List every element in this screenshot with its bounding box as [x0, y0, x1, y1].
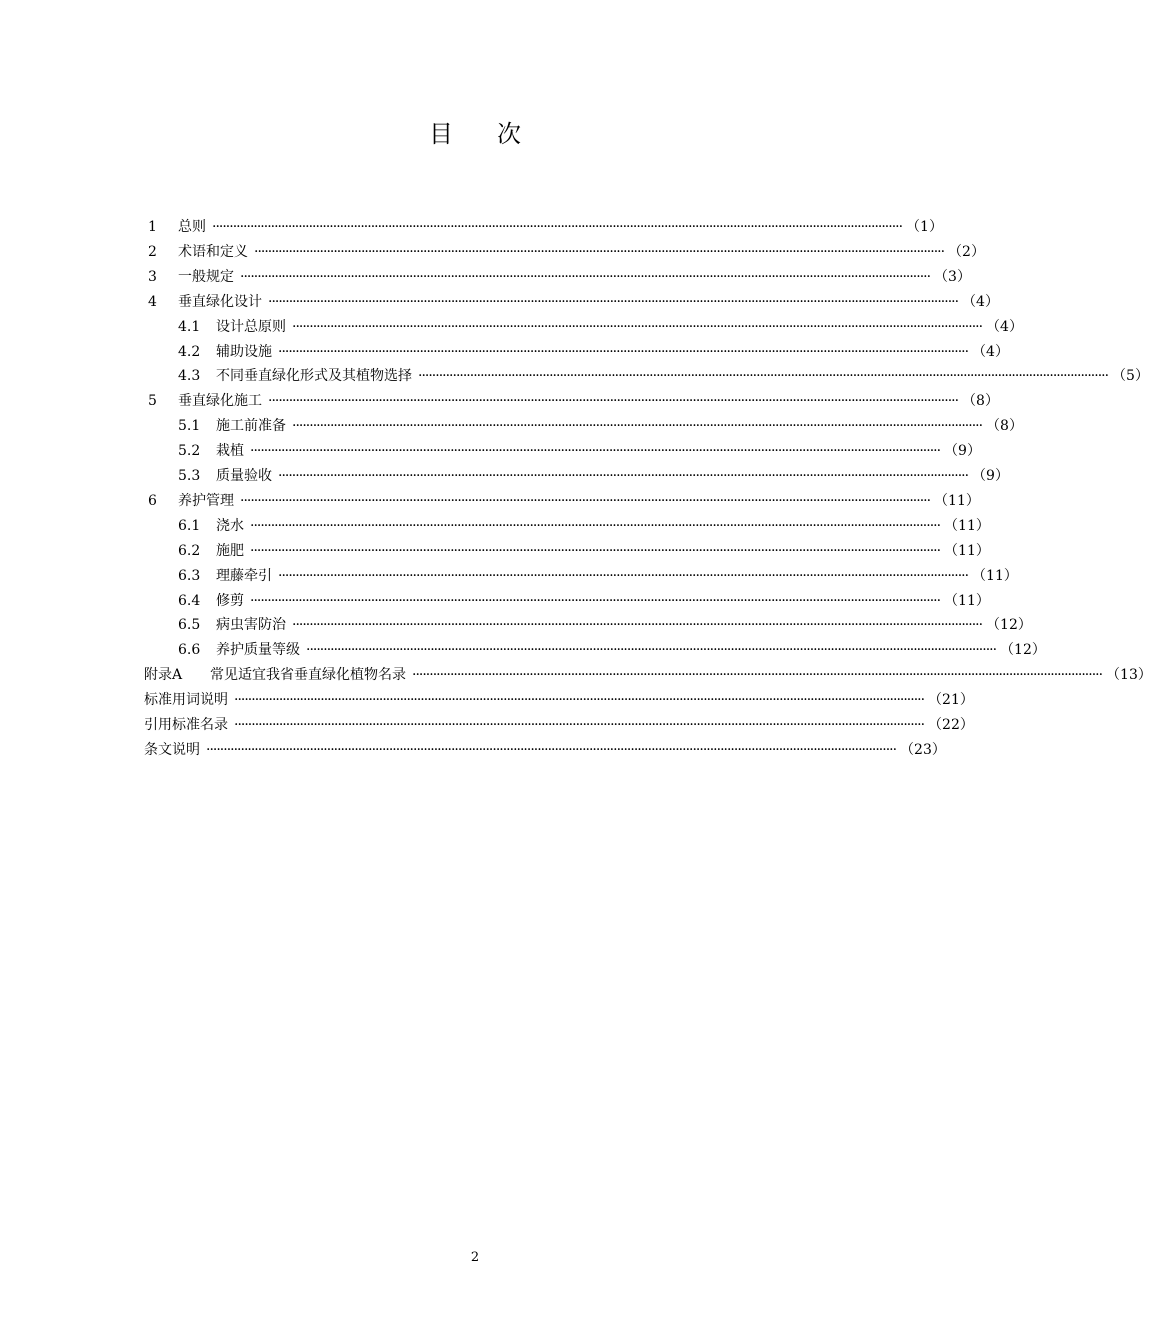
toc-entry-title: 养护质量等级: [216, 642, 300, 659]
toc-entry-title: 条文说明: [144, 741, 200, 758]
toc-entry: [178, 539, 990, 564]
toc-entry-number: 4.2: [178, 343, 201, 360]
toc-entry-number: 6.3: [178, 567, 201, 584]
toc-leader-dots: ········································································································································································································: [234, 692, 925, 709]
toc-entry-page: （21）: [928, 692, 974, 709]
toc-entry-page: （9）: [944, 443, 981, 460]
toc-leader-dots: ········································································································································································································: [206, 741, 897, 758]
toc-entry-number: 4.3: [178, 368, 201, 385]
toc-entry-title: 养护管理: [178, 492, 234, 509]
toc-entry: [144, 215, 943, 240]
toc-entry-title: 病虫害防治: [216, 617, 286, 634]
toc-entry-page: （3）: [934, 268, 971, 285]
toc-entry-page: （2）: [948, 243, 985, 260]
toc-leader-dots: ········································································································································································································: [250, 517, 941, 534]
toc-leader-dots: ········································································································································································································: [292, 617, 983, 634]
page-number: 2: [470, 1250, 480, 1265]
toc-entry: [178, 364, 1149, 389]
toc-entry: [178, 439, 981, 464]
toc-leader-dots: ········································································································································································································: [254, 243, 945, 260]
toc-entry: [178, 638, 1046, 663]
toc-entry-title: 总则: [178, 219, 206, 235]
toc-entry-title: 质量验收: [216, 468, 272, 484]
toc-entry-number: 4: [148, 293, 157, 310]
toc-entry-title: 一般规定: [178, 268, 234, 285]
toc-entry-page: （11）: [972, 567, 1018, 584]
toc-entry-page: （1）: [906, 219, 943, 235]
toc-entry-number: 6.1: [178, 517, 201, 534]
toc-entry: [144, 240, 985, 265]
toc-entry-number: 6.6: [178, 642, 201, 659]
toc-entry: [178, 564, 1018, 589]
toc-entry-page: （4）: [962, 293, 999, 310]
toc-entry: [178, 340, 1009, 365]
toc-entry-title: 标准用词说明: [144, 692, 228, 709]
toc-entry-number: 5.1: [178, 418, 201, 435]
toc-leader-dots: ········································································································································································································: [268, 293, 959, 310]
toc-entry-page: （12）: [986, 617, 1032, 634]
toc-entry: [144, 663, 1152, 688]
toc-entry: [144, 389, 999, 414]
toc-entry-title: 栽植: [216, 443, 244, 460]
toc-leader-dots: ········································································································································································································: [250, 443, 941, 460]
toc-entry-number: 附录A: [144, 667, 183, 684]
toc-entry-title: 浇水: [216, 517, 244, 534]
toc-entry-title: 术语和定义: [178, 243, 248, 260]
toc-entry: [178, 613, 1032, 638]
toc-entry: [144, 489, 980, 514]
toc-entry-number: 4.1: [178, 318, 201, 335]
toc-entry-title: 施工前准备: [216, 418, 286, 435]
toc-leader-dots: ········································································································································································································: [268, 393, 959, 410]
toc-entry-title: 引用标准名录: [144, 717, 228, 733]
toc-leader-dots: ········································································································································································································: [278, 468, 969, 484]
toc-entry: [144, 713, 974, 738]
toc-entry-title: 垂直绿化设计: [178, 293, 262, 310]
toc-entry: [144, 290, 999, 315]
toc-entry-title: 常见适宜我省垂直绿化植物名录: [210, 667, 406, 684]
toc-entry-page: （8）: [962, 393, 999, 410]
toc-leader-dots: ········································································································································································································: [240, 268, 931, 285]
toc-leader-dots: ········································································································································································································: [278, 343, 969, 360]
toc-entry-number: 5.2: [178, 443, 201, 460]
toc-entry-number: 6: [148, 492, 157, 509]
toc-entry-number: 1: [148, 219, 157, 235]
page-title: 目次: [429, 120, 565, 148]
toc-entry-title: 辅助设施: [216, 343, 272, 360]
toc-leader-dots: ········································································································································································································: [234, 717, 925, 733]
toc-entry-number: 6.2: [178, 542, 201, 559]
toc-entry: [144, 688, 974, 713]
toc-leader-dots: ········································································································································································································: [212, 219, 903, 235]
toc-entry: [178, 464, 1009, 489]
toc-entry-number: 3: [148, 268, 157, 285]
toc-entry-page: （8）: [986, 418, 1023, 435]
toc-entry-page: （11）: [944, 517, 990, 534]
toc-entry-number: 6.4: [178, 592, 201, 609]
toc-entry: [178, 514, 990, 539]
toc-entry-title: 施肥: [216, 542, 244, 559]
toc-entry: [144, 738, 946, 763]
toc-entry: [178, 589, 990, 614]
toc-entry-page: （11）: [934, 492, 980, 509]
toc-leader-dots: ········································································································································································································: [292, 318, 983, 335]
toc-entry-page: （9）: [972, 468, 1009, 484]
toc-entry-page: （11）: [944, 542, 990, 559]
toc-entry-title: 不同垂直绿化形式及其植物选择: [216, 368, 412, 385]
toc-entry-number: 2: [148, 243, 157, 260]
toc-entry-title: 理藤牵引: [216, 567, 272, 584]
toc-entry-page: （22）: [928, 717, 974, 733]
toc-entry-number: 5.3: [178, 468, 201, 484]
toc-leader-dots: ········································································································································································································: [250, 592, 941, 609]
toc-entry-page: （11）: [944, 592, 990, 609]
toc-entry-page: （5）: [1112, 368, 1149, 385]
toc-entry-title: 修剪: [216, 592, 244, 609]
toc-entry: [144, 265, 971, 290]
toc-entry-page: （12）: [1000, 642, 1046, 659]
toc-entry: [178, 315, 1023, 340]
toc-entry: [178, 414, 1023, 439]
toc-entry-number: 5: [148, 393, 157, 410]
toc-leader-dots: ········································································································································································································: [412, 667, 1103, 684]
toc-leader-dots: ········································································································································································································: [418, 368, 1109, 385]
toc-leader-dots: ········································································································································································································: [278, 567, 969, 584]
toc-entry-page: （4）: [986, 318, 1023, 335]
toc-entry-number: 6.5: [178, 617, 201, 634]
toc-leader-dots: ········································································································································································································: [240, 492, 931, 509]
toc-entry-page: （23）: [900, 741, 946, 758]
toc-leader-dots: ········································································································································································································: [306, 642, 997, 659]
toc-leader-dots: ········································································································································································································: [250, 542, 941, 559]
toc-entry-title: 垂直绿化施工: [178, 393, 262, 410]
toc-entry-page: （13）: [1106, 667, 1152, 684]
toc-leader-dots: ········································································································································································································: [292, 418, 983, 435]
toc-entry-page: （4）: [972, 343, 1009, 360]
toc-entry-title: 设计总原则: [216, 318, 286, 335]
